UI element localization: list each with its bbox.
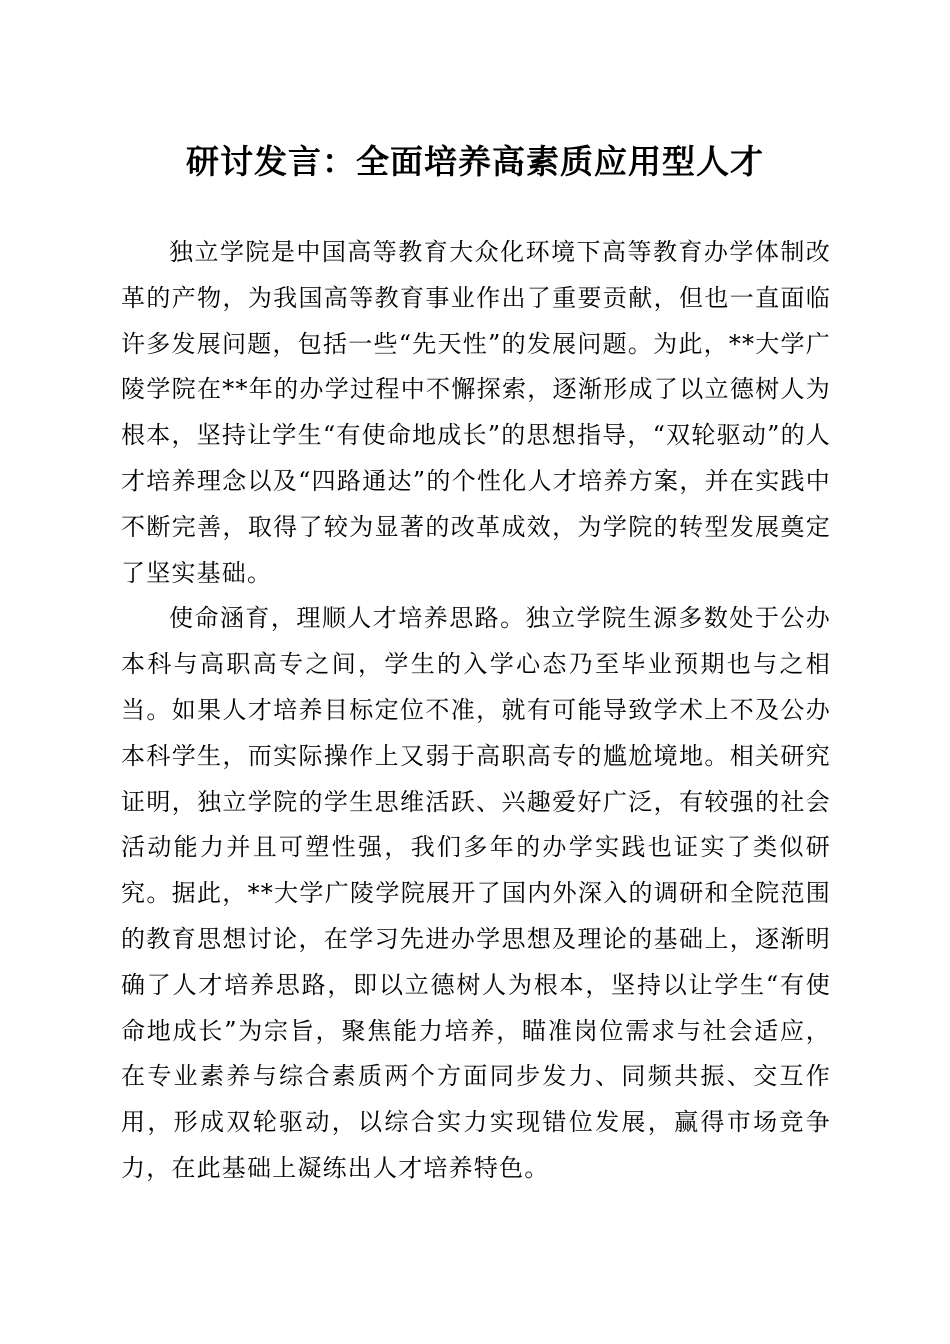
document-title: 研讨发言：全面培养高素质应用型人才 [186, 142, 764, 181]
paragraph-1: 独立学院是中国高等教育大众化环境下高等教育办学体制改革的产物，为我国高等教育事业作出了重要贡献，但也一直面临许多发展问题，包括一些“先天性”的发展问题。为此，**大学广陵学院在**年的办学过程中不懈探索，逐渐形成了以立德树人为根本，坚持让学生“有使命地成长”的思想指导，“双轮驱动”的人才培养理念以及“四路通达”的个性化人才培养方案，并在实践中不断完善，取得了较为显著的改革成效，为学院的转型发展奠定了坚实基础。 [121, 238, 831, 587]
paragraph-2: 使命涵育，理顺人才培养思路。独立学院生源多数处于公办本科与高职高专之间，学生的入学心态乃至毕业预期也与之相当。如果人才培养目标定位不准，就有可能导致学术上不及公办本科学生，而实际操作上又弱于高职高专的尴尬境地。相关研究证明，独立学院的学生思维活跃、兴趣爱好广泛，有较强的社会活动能力并且可塑性强，我们多年的办学实践也证实了类似研究。据此，**大学广陵学院展开了国内外深入的调研和全院范围的教育思想讨论，在学习先进办学思想及理论的基础上，逐渐明确了人才培养思路，即以立德树人为根本，坚持以让学生“有使命地成长”为宗旨，聚焦能力培养，瞄准岗位需求与社会适应，在专业素养与综合素质两个方面同步发力、同频共振、交互作用，形成双轮驱动，以综合实力实现错位发展，赢得市场竞争力，在此基础上凝练出人才培养特色。 [121, 604, 831, 1182]
document-body [121, 230, 831, 1192]
